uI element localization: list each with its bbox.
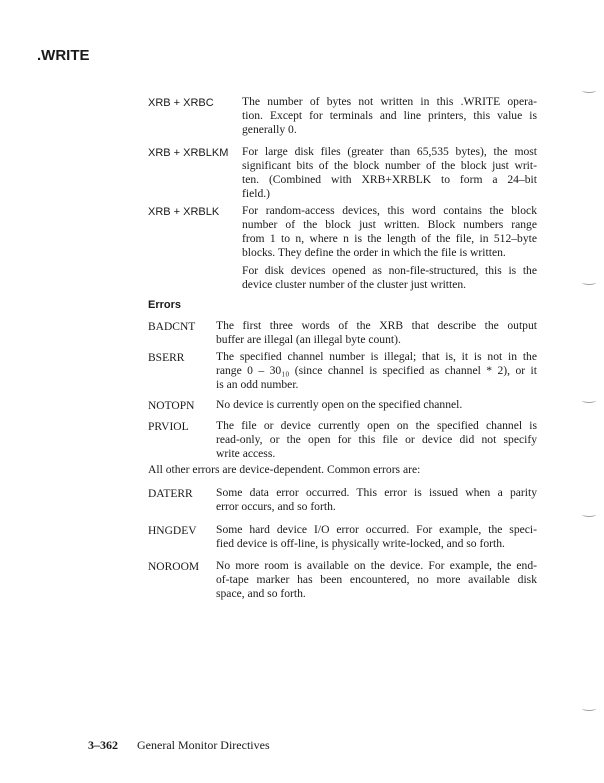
- text-line: For large disk files (greater than 65,535 bytes), the most: [242, 145, 537, 158]
- text-line: number of the block just written. Block numbers range: [242, 218, 537, 231]
- text-line: device cluster number of the cluster just written.: [242, 278, 467, 291]
- text-line: The number of bytes not written in this .WRITE opera-: [242, 95, 537, 108]
- text-line: ten. (Combined with XRB+XRBLK to form a 24–bit: [242, 173, 537, 186]
- field-note: [242, 264, 537, 292]
- text-line: space, and so forth.: [216, 587, 306, 600]
- text-line: fied device is off-line, is physically write-locked, and so forth.: [216, 537, 505, 550]
- binding-mark: [582, 706, 596, 711]
- text-line: Some data error occurred. This error is issued when a parity: [216, 486, 537, 499]
- text-line: For disk devices opened as non-file-structured, this is the: [242, 264, 537, 277]
- binding-mark: [582, 398, 596, 403]
- text-line: is an odd number.: [216, 378, 299, 391]
- text-line: generally 0.: [242, 123, 297, 136]
- error-description: [216, 398, 537, 412]
- error-code: DATERR: [148, 488, 193, 500]
- text-line: The specified channel number is illegal; that is, it is not in the: [216, 350, 537, 363]
- text-line: write access.: [216, 447, 276, 460]
- text-line: The file or device currently open on the specified channel is: [216, 419, 537, 432]
- field-description: [242, 145, 537, 201]
- error-code: BADCNT: [148, 321, 196, 333]
- text-line: blocks. They define the order in which the file is written.: [242, 246, 506, 259]
- text-line: For random-access devices, this word contains the block: [242, 204, 537, 217]
- error-code: HNGDEV: [148, 525, 197, 537]
- field-label: XRB + XRBLKM: [148, 147, 229, 159]
- text-line: of-tape marker has been encountered, no more available disk: [216, 573, 537, 586]
- field-label: XRB + XRBC: [148, 97, 214, 109]
- field-description: [242, 204, 537, 260]
- text-line: The first three words of the XRB that describe the output: [216, 319, 537, 332]
- binding-mark: [582, 280, 596, 285]
- error-description: [216, 559, 537, 601]
- error-code: BSERR: [148, 352, 185, 364]
- common-errors-intro: [148, 463, 537, 477]
- text-line: field.): [242, 187, 271, 200]
- error-code: NOTOPN: [148, 400, 195, 412]
- error-description: [216, 486, 537, 514]
- text-line: Some hard device I/O error occurred. For example, the speci-: [216, 523, 537, 536]
- text-line: read-only, or the open for this file or device did not specify: [216, 433, 537, 446]
- binding-mark: [582, 512, 596, 517]
- text-line: All other errors are device-dependent. Common errors are:: [148, 463, 421, 476]
- error-description: [216, 419, 537, 461]
- text-line: tion. Except for terminals and line printers, this value is: [242, 109, 537, 122]
- text-line: No more room is available on the device. For example, the end-: [216, 559, 537, 572]
- text-line: error occurs, and so forth.: [216, 500, 336, 513]
- text-line: No device is currently open on the specified channel.: [216, 398, 463, 411]
- text-line: significant bits of the block number of the block just writ-: [242, 159, 537, 172]
- errors-heading: Errors: [148, 299, 182, 311]
- error-description: [216, 319, 537, 347]
- text-line: buffer are illegal (an illegal byte count).: [216, 333, 401, 346]
- error-description: [216, 350, 537, 392]
- binding-mark: [582, 88, 596, 93]
- text-line: range 0 – 30₁₀ (since channel is specified as channel * 2), or it: [216, 364, 537, 377]
- footer-section: General Monitor Directives: [137, 738, 270, 752]
- error-code: PRVIOL: [148, 421, 189, 433]
- page-number: 3–362: [88, 738, 118, 752]
- error-description: [216, 523, 537, 551]
- field-label: XRB + XRBLK: [148, 206, 220, 218]
- text-line: from 1 to n, where n is the length of the file, in 512–byte: [242, 232, 537, 245]
- error-code: NOROOM: [148, 561, 200, 573]
- field-description: [242, 95, 537, 137]
- page-title: .WRITE: [37, 47, 90, 64]
